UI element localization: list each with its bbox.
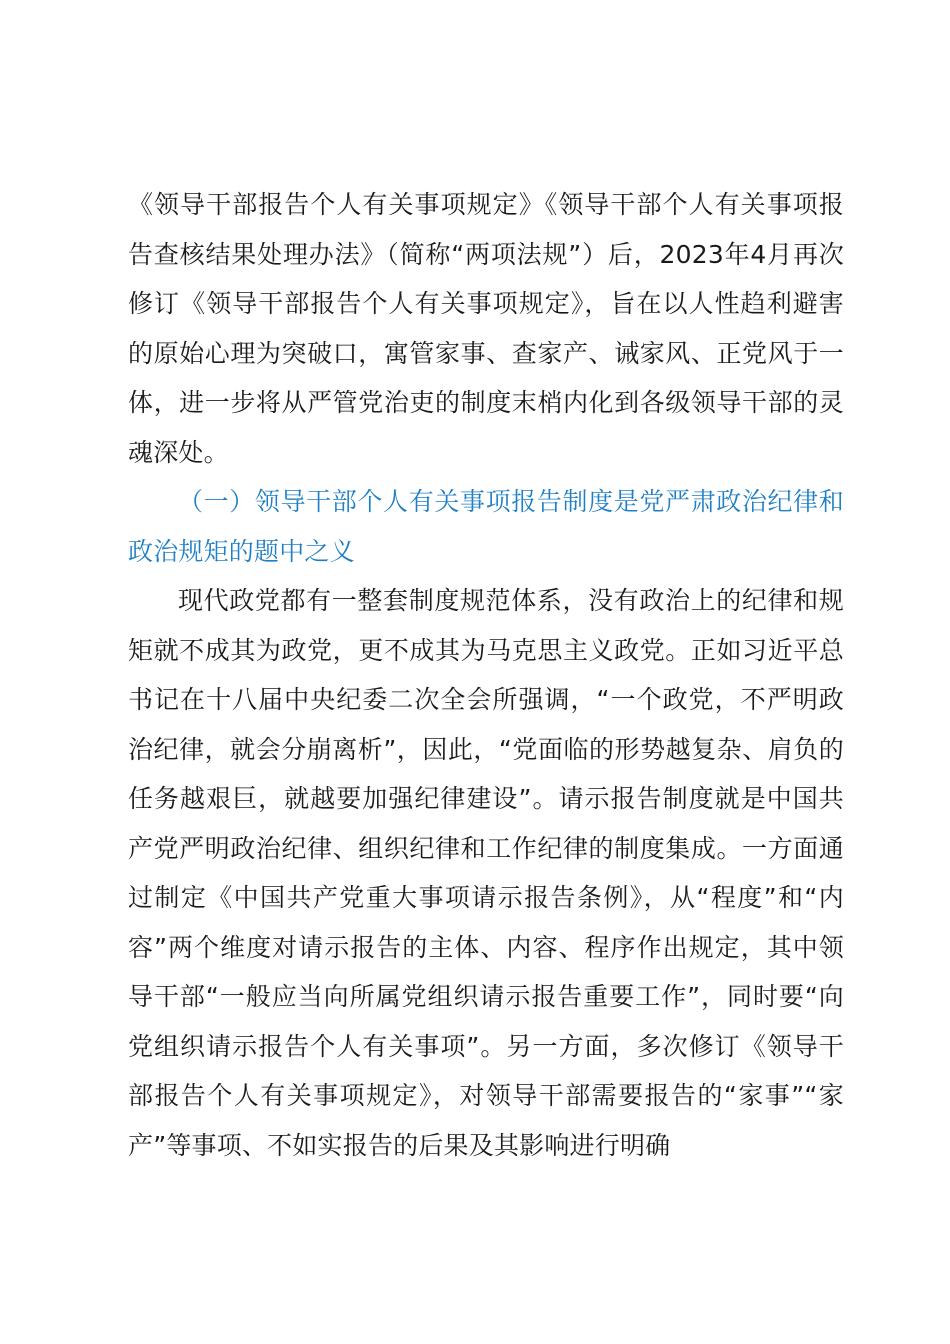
paragraph-intro: 《领导干部报告个人有关事项规定》《领导干部个人有关事项报告查核结果处理办法》（简称“两项法规”）后，2023年4月再次修订《领导干部报告个人有关事项规定》，旨在以人性趋利避害的原始心理为突破口，寓管家事、查家产、诫家风、正党风于一体，进一步将从严管党治吏的制度末梢内化到各级领导干部的灵魂深处。 <box>128 190 844 467</box>
section-heading: （一）领导干部个人有关事项报告制度是党严肃政治纪律和政治规矩的题中之义 <box>128 487 844 566</box>
paragraph-body: 现代政党都有一整套制度规范体系，没有政治上的纪律和规矩就不成其为政党，更不成其为马克思主义政党。正如习近平总书记在十八届中央纪委二次全会所强调，“一个政党，不严明政治纪律，就会分崩离析”，因此，“党面临的形势越复杂、肩负的任务越艰巨，就越要加强纪律建设”。请示报告制度就是中国共产党严明政治纪律、组织纪律和工作纪律的制度集成。一方面通过制定《中国共产党重大事项请示报告条例》，从“程度”和“内容”两个维度对请示报告的主体、内容、程序作出规定，其中领导干部“一般应当向所属党组织请示报告重要工作”，同时要“向党组织请示报告个人有关事项”。另一方面，多次修订《领导干部报告个人有关事项规定》，对领导干部需要报告的“家事”“家产”等事项、不如实报告的后果及其影响进行明确 <box>128 586 844 1160</box>
document-body <box>128 180 844 1170</box>
